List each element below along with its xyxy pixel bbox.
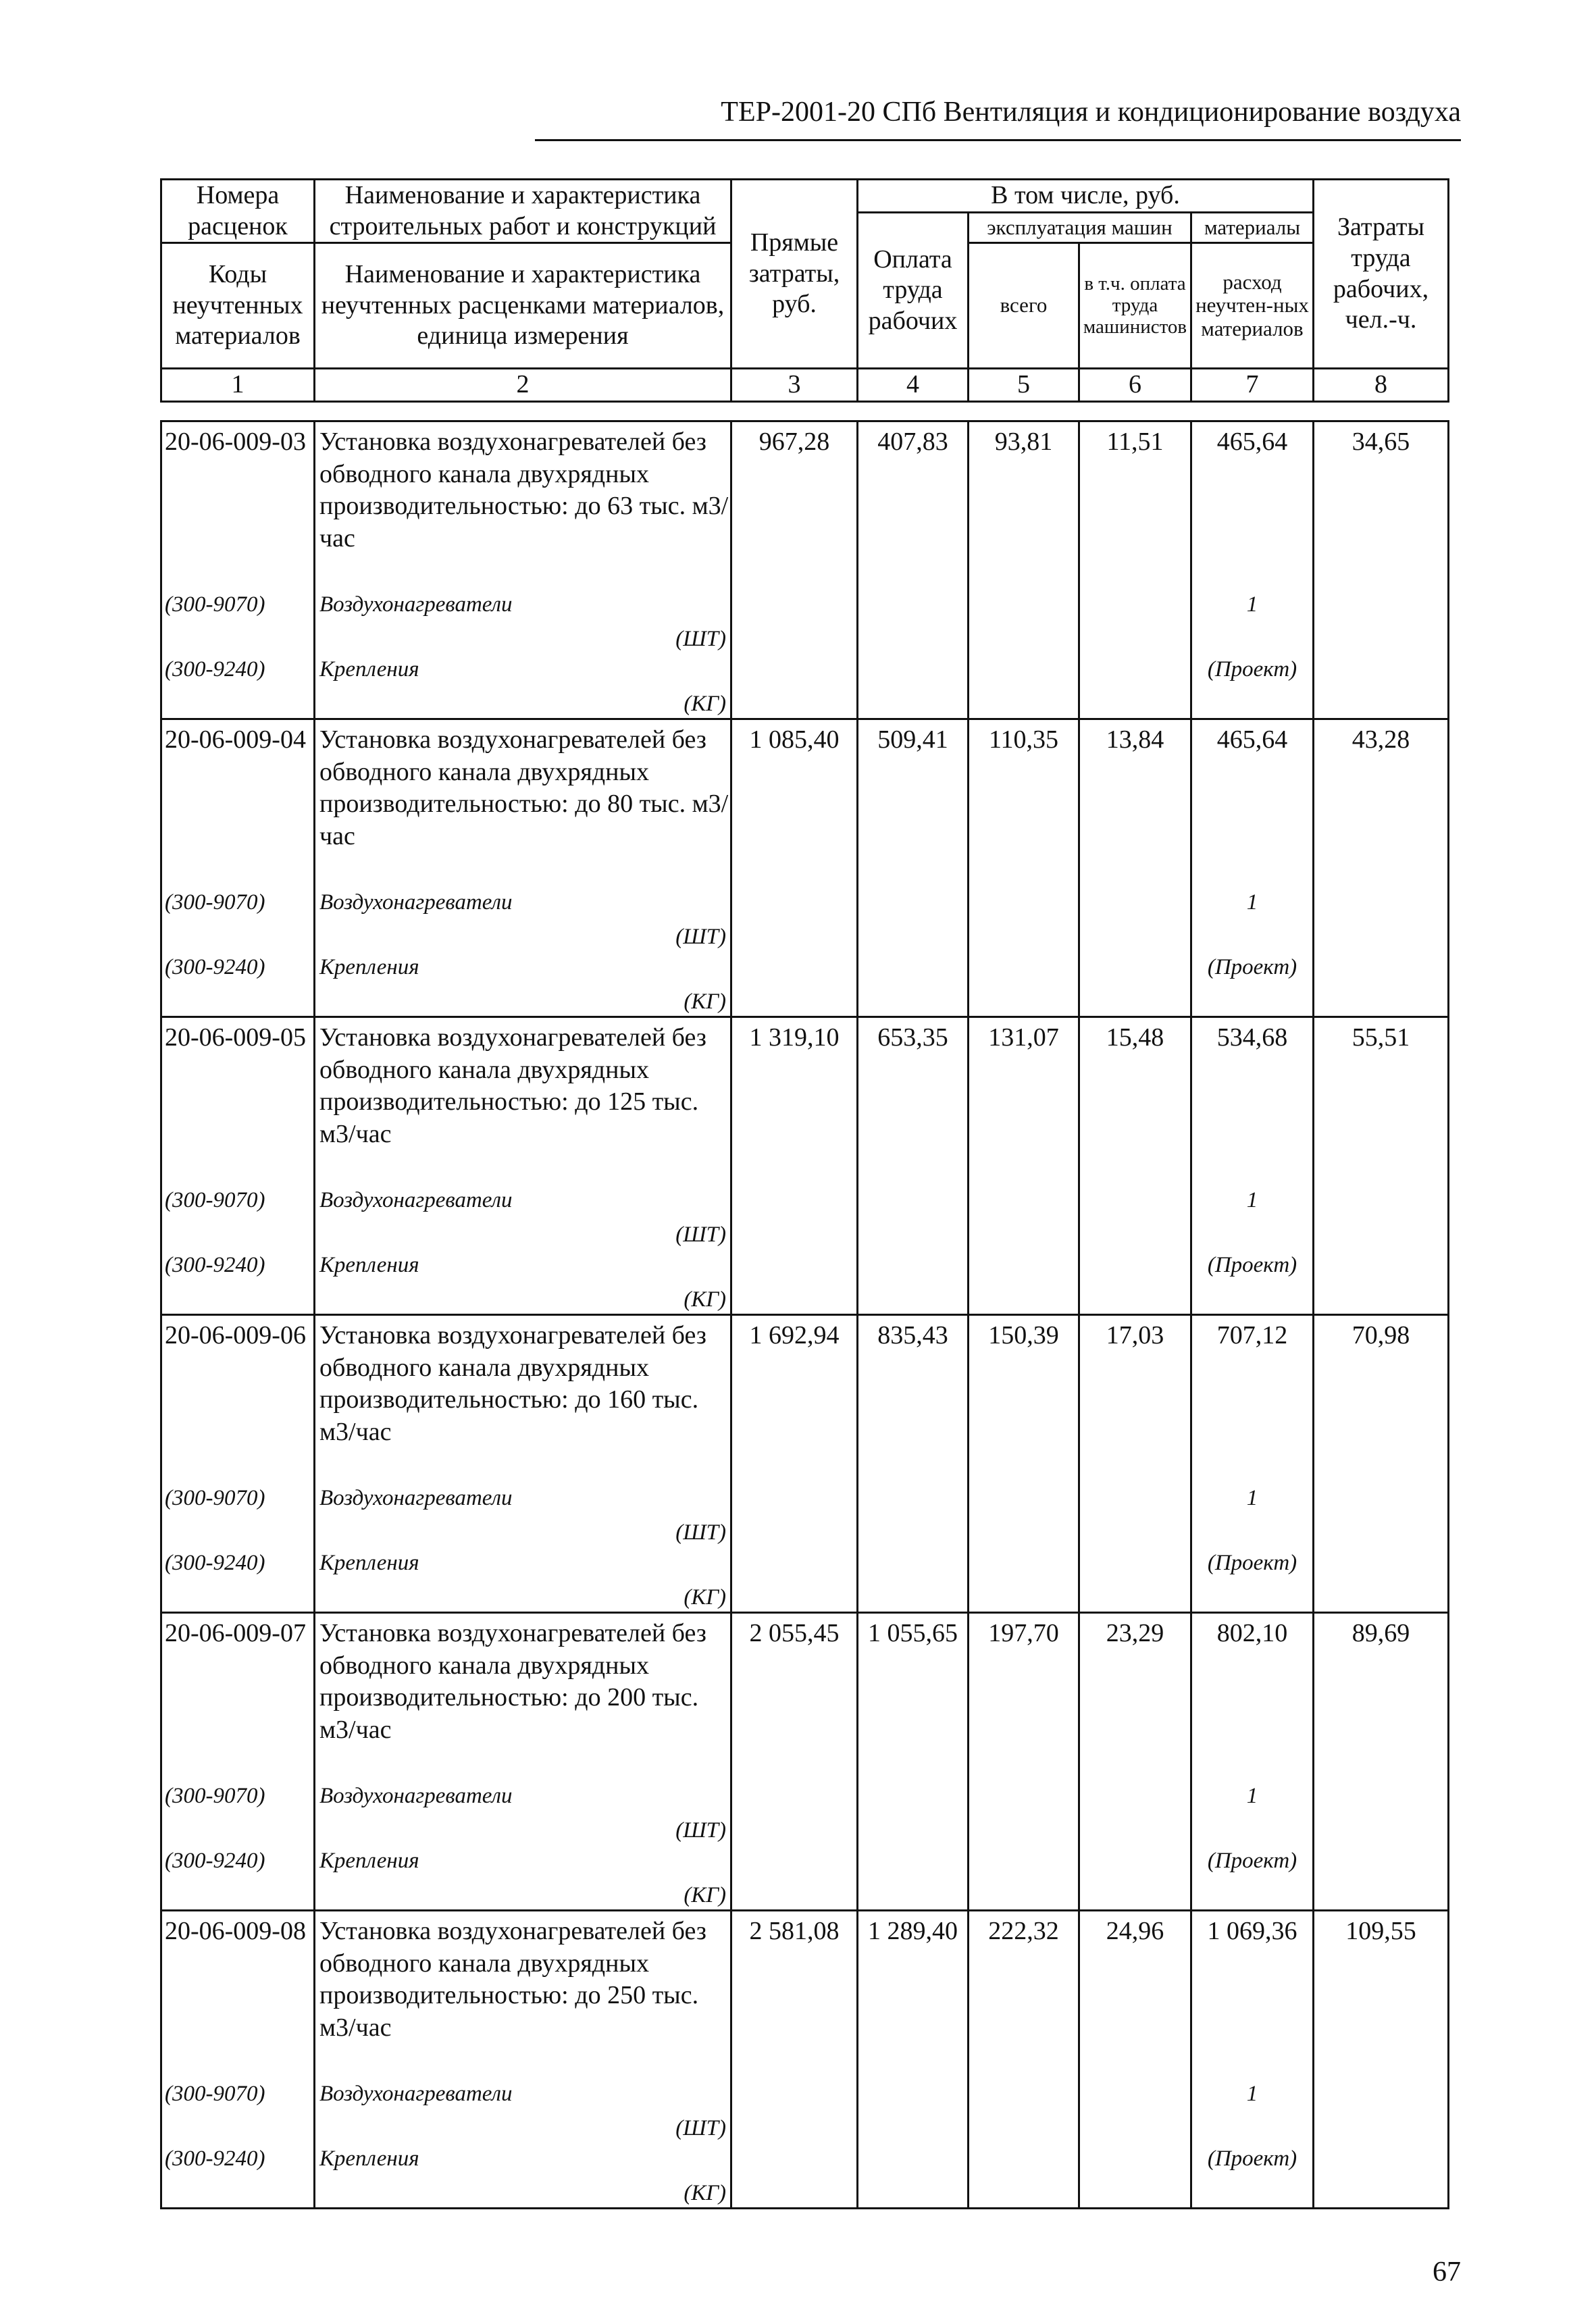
empty-cell — [1079, 588, 1191, 653]
empty-cell — [858, 588, 969, 653]
machines-total-cell: 93,81 — [969, 421, 1079, 589]
material-quantity: (Проект) — [1191, 653, 1314, 719]
material-name-cell — [315, 1845, 731, 1911]
machinists-pay-cell: 15,48 — [1079, 1017, 1191, 1185]
empty-cell — [731, 1249, 858, 1315]
empty-cell — [969, 2142, 1079, 2209]
page-number: 67 — [1433, 2257, 1461, 2288]
empty-cell — [731, 886, 858, 951]
labor-hours-cell: 70,98 — [1314, 1315, 1449, 1483]
empty-cell — [969, 951, 1079, 1017]
material-name: Крепления — [319, 1253, 419, 1277]
rate-code: 20-06-009-04 — [161, 719, 315, 887]
material-code: (300-9070) — [161, 1780, 315, 1845]
col-labor-hours-header: Затраты труда рабочих, чел.-ч. — [1314, 180, 1449, 369]
material-name: Крепления — [319, 1551, 419, 1575]
empty-cell — [969, 1184, 1079, 1249]
material-name-cell — [315, 2142, 731, 2209]
empty-cell — [858, 1780, 969, 1845]
empty-cell — [1314, 1482, 1449, 1547]
material-name: Крепления — [319, 2146, 419, 2171]
material-quantity: 1 — [1191, 1184, 1314, 1249]
col-number: 5 — [969, 369, 1079, 402]
empty-cell — [731, 951, 858, 1017]
material-name: Крепления — [319, 1849, 419, 1873]
empty-cell — [858, 2078, 969, 2142]
material-quantity: 1 — [1191, 588, 1314, 653]
col-number: 7 — [1191, 369, 1314, 402]
empty-cell — [969, 1547, 1079, 1613]
machinists-pay-cell: 23,29 — [1079, 1613, 1191, 1780]
empty-cell — [969, 1482, 1079, 1547]
empty-cell — [1314, 1845, 1449, 1911]
labor-hours-cell: 43,28 — [1314, 719, 1449, 887]
empty-cell — [858, 1547, 969, 1613]
rate-code: 20-06-009-05 — [161, 1017, 315, 1185]
materials-cost-cell: 1 069,36 — [1191, 1911, 1314, 2078]
material-row — [161, 1184, 1449, 1249]
labor-hours-cell: 34,65 — [1314, 421, 1449, 589]
material-code: (300-9240) — [161, 951, 315, 1017]
empty-cell — [1079, 653, 1191, 719]
empty-cell — [1079, 951, 1191, 1017]
material-name: Воздухонагреватели — [319, 2082, 513, 2106]
material-quantity: 1 — [1191, 2078, 1314, 2142]
empty-cell — [1079, 886, 1191, 951]
material-name-cell — [315, 653, 731, 719]
material-quantity: (Проект) — [1191, 1249, 1314, 1315]
material-quantity: 1 — [1191, 886, 1314, 951]
empty-cell — [1079, 1249, 1191, 1315]
col-work-name-header: Наименование и характеристика строительных работ и конструкций — [315, 180, 731, 243]
empty-cell — [858, 1249, 969, 1315]
col-number: 1 — [161, 369, 315, 402]
material-name: Воздухонагреватели — [319, 1784, 513, 1808]
material-name-cell — [315, 588, 731, 653]
labor-hours-cell: 89,69 — [1314, 1613, 1449, 1780]
material-name-cell — [315, 2078, 731, 2142]
material-row — [161, 1547, 1449, 1613]
labor-pay-cell: 407,83 — [858, 421, 969, 589]
rate-code: 20-06-009-07 — [161, 1613, 315, 1780]
work-description: Установка воздухонагревателей без обводного канала двухрядных производительностью: до 125 тыс. м3/час — [315, 1017, 731, 1185]
table-row — [161, 1315, 1449, 1483]
empty-cell — [1314, 1780, 1449, 1845]
material-unit: (ШТ) — [675, 1520, 726, 1545]
table-row — [161, 421, 1449, 589]
material-code: (300-9240) — [161, 1547, 315, 1613]
empty-cell — [1314, 1184, 1449, 1249]
material-unit: (КГ) — [684, 2181, 726, 2205]
empty-cell — [1079, 2142, 1191, 2209]
empty-cell — [731, 1780, 858, 1845]
col-materials-group-header: материалы — [1191, 212, 1314, 243]
col-direct-cost-header: Прямые затраты, руб. — [731, 180, 858, 369]
material-row — [161, 886, 1449, 951]
material-row — [161, 653, 1449, 719]
material-row — [161, 2142, 1449, 2209]
material-name-cell — [315, 1780, 731, 1845]
material-name-cell — [315, 951, 731, 1017]
machines-total-cell: 222,32 — [969, 1911, 1079, 2078]
empty-cell — [969, 1249, 1079, 1315]
materials-cost-cell: 802,10 — [1191, 1613, 1314, 1780]
material-row — [161, 588, 1449, 653]
empty-cell — [969, 886, 1079, 951]
material-unit: (КГ) — [684, 1585, 726, 1610]
machinists-pay-cell: 11,51 — [1079, 421, 1191, 589]
empty-cell — [858, 2142, 969, 2209]
empty-cell — [858, 1184, 969, 1249]
empty-cell — [731, 1547, 858, 1613]
table-header — [160, 178, 1449, 403]
empty-cell — [1079, 1780, 1191, 1845]
labor-pay-cell: 835,43 — [858, 1315, 969, 1483]
material-unit: (ШТ) — [675, 1818, 726, 1843]
materials-cost-cell: 465,64 — [1191, 719, 1314, 887]
empty-cell — [858, 1482, 969, 1547]
col-number: 3 — [731, 369, 858, 402]
work-description: Установка воздухонагревателей без обводного канала двухрядных производительностью: до 200 тыс. м3/час — [315, 1613, 731, 1780]
material-code: (300-9240) — [161, 1845, 315, 1911]
material-name: Воздухонагреватели — [319, 1486, 513, 1510]
empty-cell — [731, 653, 858, 719]
material-name: Воздухонагреватели — [319, 890, 513, 915]
material-code: (300-9240) — [161, 1249, 315, 1315]
empty-cell — [969, 1780, 1079, 1845]
direct-cost-cell: 1 085,40 — [731, 719, 858, 887]
material-name-cell — [315, 1184, 731, 1249]
material-name-cell — [315, 886, 731, 951]
empty-cell — [858, 886, 969, 951]
labor-pay-cell: 1 055,65 — [858, 1613, 969, 1780]
header-rule — [535, 139, 1461, 141]
empty-cell — [969, 588, 1079, 653]
rate-code: 20-06-009-08 — [161, 1911, 315, 2078]
col-machinists-pay-header: в т.ч. оплата труда машинистов — [1079, 243, 1191, 369]
material-name-cell — [315, 1482, 731, 1547]
empty-cell — [1079, 1482, 1191, 1547]
work-description: Установка воздухонагревателей без обводного канала двухрядных производительностью: до 63 тыс. м3/час — [315, 421, 731, 589]
empty-cell — [858, 1845, 969, 1911]
empty-cell — [969, 2078, 1079, 2142]
table-row — [161, 1613, 1449, 1780]
material-name-cell — [315, 1249, 731, 1315]
col-group-including-header: В том числе, руб. — [858, 180, 1314, 213]
empty-cell — [969, 1845, 1079, 1911]
labor-hours-cell: 55,51 — [1314, 1017, 1449, 1185]
material-code: (300-9070) — [161, 588, 315, 653]
labor-pay-cell: 653,35 — [858, 1017, 969, 1185]
empty-cell — [1314, 588, 1449, 653]
machinists-pay-cell: 13,84 — [1079, 719, 1191, 887]
direct-cost-cell: 967,28 — [731, 421, 858, 589]
empty-cell — [858, 951, 969, 1017]
material-name: Воздухонагреватели — [319, 592, 513, 617]
empty-cell — [1314, 951, 1449, 1017]
machines-total-cell: 131,07 — [969, 1017, 1079, 1185]
empty-cell — [1314, 653, 1449, 719]
material-row — [161, 1845, 1449, 1911]
material-unit: (ШТ) — [675, 1223, 726, 1247]
direct-cost-cell: 1 692,94 — [731, 1315, 858, 1483]
empty-cell — [731, 1482, 858, 1547]
material-row — [161, 1780, 1449, 1845]
work-description: Установка воздухонагревателей без обводного канала двухрядных производительностью: до 160 тыс. м3/час — [315, 1315, 731, 1483]
col-number: 8 — [1314, 369, 1449, 402]
material-quantity: (Проект) — [1191, 1547, 1314, 1613]
material-quantity: 1 — [1191, 1780, 1314, 1845]
material-name: Крепления — [319, 657, 419, 682]
empty-cell — [1314, 1249, 1449, 1315]
machines-total-cell: 110,35 — [969, 719, 1079, 887]
empty-cell — [731, 588, 858, 653]
material-name: Крепления — [319, 955, 419, 979]
empty-cell — [969, 653, 1079, 719]
col-unaccounted-materials-header: расход неучтен-ных материалов — [1191, 243, 1314, 369]
material-row — [161, 1249, 1449, 1315]
direct-cost-cell: 2 581,08 — [731, 1911, 858, 2078]
empty-cell — [731, 1845, 858, 1911]
work-description: Установка воздухонагревателей без обводного канала двухрядных производительностью: до 80 тыс. м3/час — [315, 719, 731, 887]
direct-cost-cell: 2 055,45 — [731, 1613, 858, 1780]
rates-table — [160, 420, 1449, 2209]
material-quantity: 1 — [1191, 1482, 1314, 1547]
empty-cell — [1314, 1547, 1449, 1613]
col-number: 4 — [858, 369, 969, 402]
material-unit: (КГ) — [684, 1883, 726, 1907]
empty-cell — [1314, 886, 1449, 951]
material-code: (300-9240) — [161, 653, 315, 719]
material-row — [161, 1482, 1449, 1547]
document-header-title: ТЕР-2001-20 СПб Вентиляция и кондиционирование воздуха — [721, 97, 1461, 128]
materials-cost-cell: 465,64 — [1191, 421, 1314, 589]
labor-hours-cell: 109,55 — [1314, 1911, 1449, 2078]
empty-cell — [1314, 2078, 1449, 2142]
machinists-pay-cell: 17,03 — [1079, 1315, 1191, 1483]
material-unit: (КГ) — [684, 989, 726, 1014]
material-quantity: (Проект) — [1191, 1845, 1314, 1911]
empty-cell — [1079, 1547, 1191, 1613]
empty-cell — [731, 2142, 858, 2209]
table-row — [161, 1911, 1449, 2078]
col-number: 6 — [1079, 369, 1191, 402]
labor-pay-cell: 1 289,40 — [858, 1911, 969, 2078]
table-row — [161, 719, 1449, 887]
material-code: (300-9070) — [161, 886, 315, 951]
col-material-names-header: Наименование и характеристика неучтенных расценками материалов, единица измерения — [315, 243, 731, 369]
table-row — [161, 1017, 1449, 1185]
col-machines-group-header: эксплуатация машин — [969, 212, 1191, 243]
col-rate-number-header: Номера расценок — [161, 180, 315, 243]
material-code: (300-9070) — [161, 1482, 315, 1547]
machinists-pay-cell: 24,96 — [1079, 1911, 1191, 2078]
col-material-codes-header: Коды неучтенных материалов — [161, 243, 315, 369]
empty-cell — [731, 2078, 858, 2142]
material-row — [161, 2078, 1449, 2142]
material-quantity: (Проект) — [1191, 2142, 1314, 2209]
material-unit: (КГ) — [684, 692, 726, 716]
empty-cell — [1079, 2078, 1191, 2142]
direct-cost-cell: 1 319,10 — [731, 1017, 858, 1185]
empty-cell — [1079, 1845, 1191, 1911]
material-unit: (ШТ) — [675, 2116, 726, 2140]
material-unit: (ШТ) — [675, 925, 726, 949]
material-name-cell — [315, 1547, 731, 1613]
col-machines-total-header: всего — [969, 243, 1079, 369]
rate-code: 20-06-009-03 — [161, 421, 315, 589]
labor-pay-cell: 509,41 — [858, 719, 969, 887]
empty-cell — [1079, 1184, 1191, 1249]
materials-cost-cell: 534,68 — [1191, 1017, 1314, 1185]
material-code: (300-9240) — [161, 2142, 315, 2209]
material-code: (300-9070) — [161, 1184, 315, 1249]
empty-cell — [858, 653, 969, 719]
empty-cell — [731, 1184, 858, 1249]
empty-cell — [1314, 2142, 1449, 2209]
material-unit: (КГ) — [684, 1287, 726, 1312]
material-row — [161, 951, 1449, 1017]
machines-total-cell: 150,39 — [969, 1315, 1079, 1483]
work-description: Установка воздухонагревателей без обводного канала двухрядных производительностью: до 250 тыс. м3/час — [315, 1911, 731, 2078]
material-quantity: (Проект) — [1191, 951, 1314, 1017]
machines-total-cell: 197,70 — [969, 1613, 1079, 1780]
materials-cost-cell: 707,12 — [1191, 1315, 1314, 1483]
material-code: (300-9070) — [161, 2078, 315, 2142]
col-number: 2 — [315, 369, 731, 402]
col-labor-pay-header: Оплата труда рабочих — [858, 212, 969, 369]
rate-code: 20-06-009-06 — [161, 1315, 315, 1483]
material-unit: (ШТ) — [675, 627, 726, 651]
material-name: Воздухонагреватели — [319, 1188, 513, 1212]
